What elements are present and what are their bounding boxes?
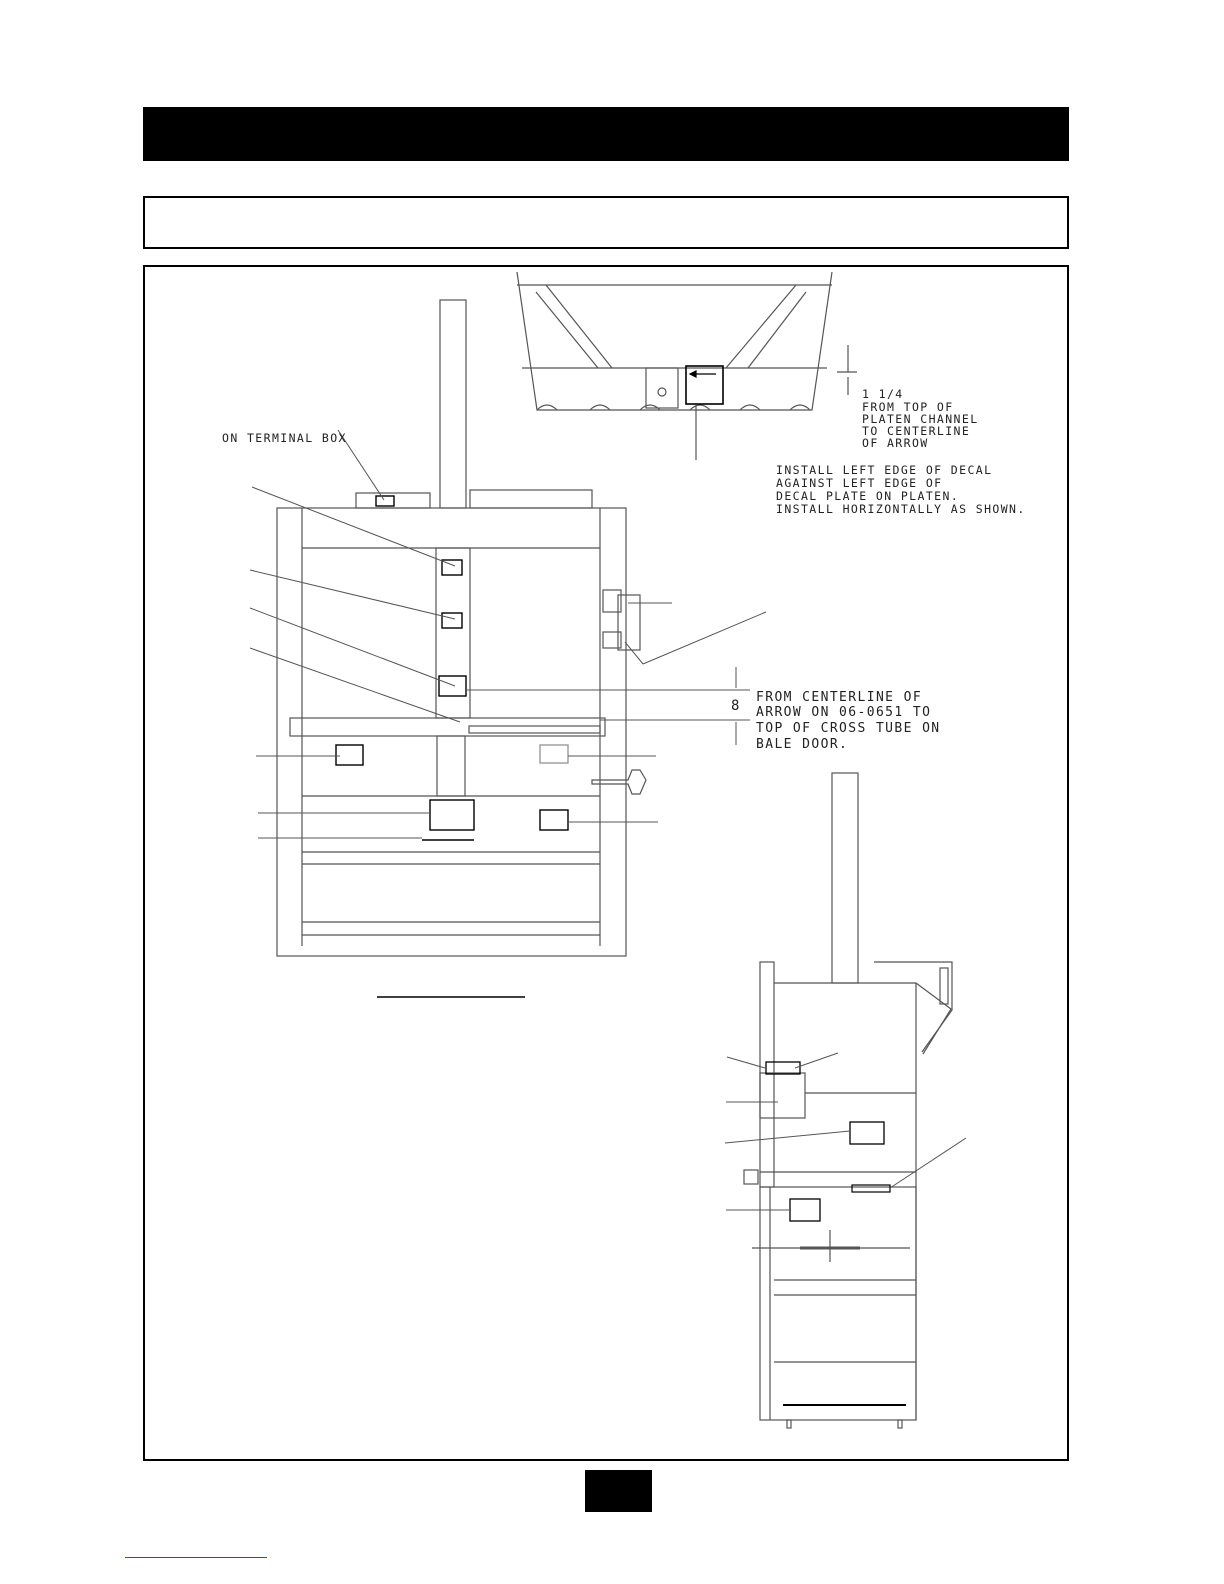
install-note-3: DECAL PLATE ON PLATEN.	[776, 489, 960, 503]
platen-note-3: TO CENTERLINE	[862, 424, 971, 438]
mast-decal-2	[442, 613, 462, 628]
dim-top-label: 1 1/4	[862, 387, 904, 401]
dim-mid-label: 8	[731, 698, 741, 714]
cross-tube-note-2: ARROW ON 06-0651 TO	[756, 705, 932, 720]
right-decal	[540, 810, 568, 830]
cross-tube-note-3: TOP OF CROSS TUBE ON	[756, 721, 941, 736]
platen-note-4: OF ARROW	[862, 436, 929, 450]
install-note-4: INSTALL HORIZONTALLY AS SHOWN.	[776, 502, 1026, 516]
terminal-box-label: ON TERMINAL BOX	[222, 431, 347, 445]
door-decal-right	[540, 745, 568, 763]
platen-note-2: PLATEN CHANNEL	[862, 412, 979, 426]
platen-decal	[686, 366, 723, 404]
terminal-box-decal	[376, 496, 394, 506]
cross-tube-note-1: FROM CENTERLINE OF	[756, 690, 923, 705]
mast-decal-3	[439, 676, 466, 696]
side-view	[744, 773, 952, 1428]
install-note-2: AGAINST LEFT EDGE OF	[776, 476, 943, 490]
door-decal-left	[336, 745, 363, 765]
center-decal	[430, 800, 474, 830]
install-note-1: INSTALL LEFT EDGE OF DECAL	[776, 463, 993, 477]
platen-note-1: FROM TOP OF	[862, 400, 954, 414]
cross-tube-note-4: BALE DOOR.	[756, 737, 849, 752]
